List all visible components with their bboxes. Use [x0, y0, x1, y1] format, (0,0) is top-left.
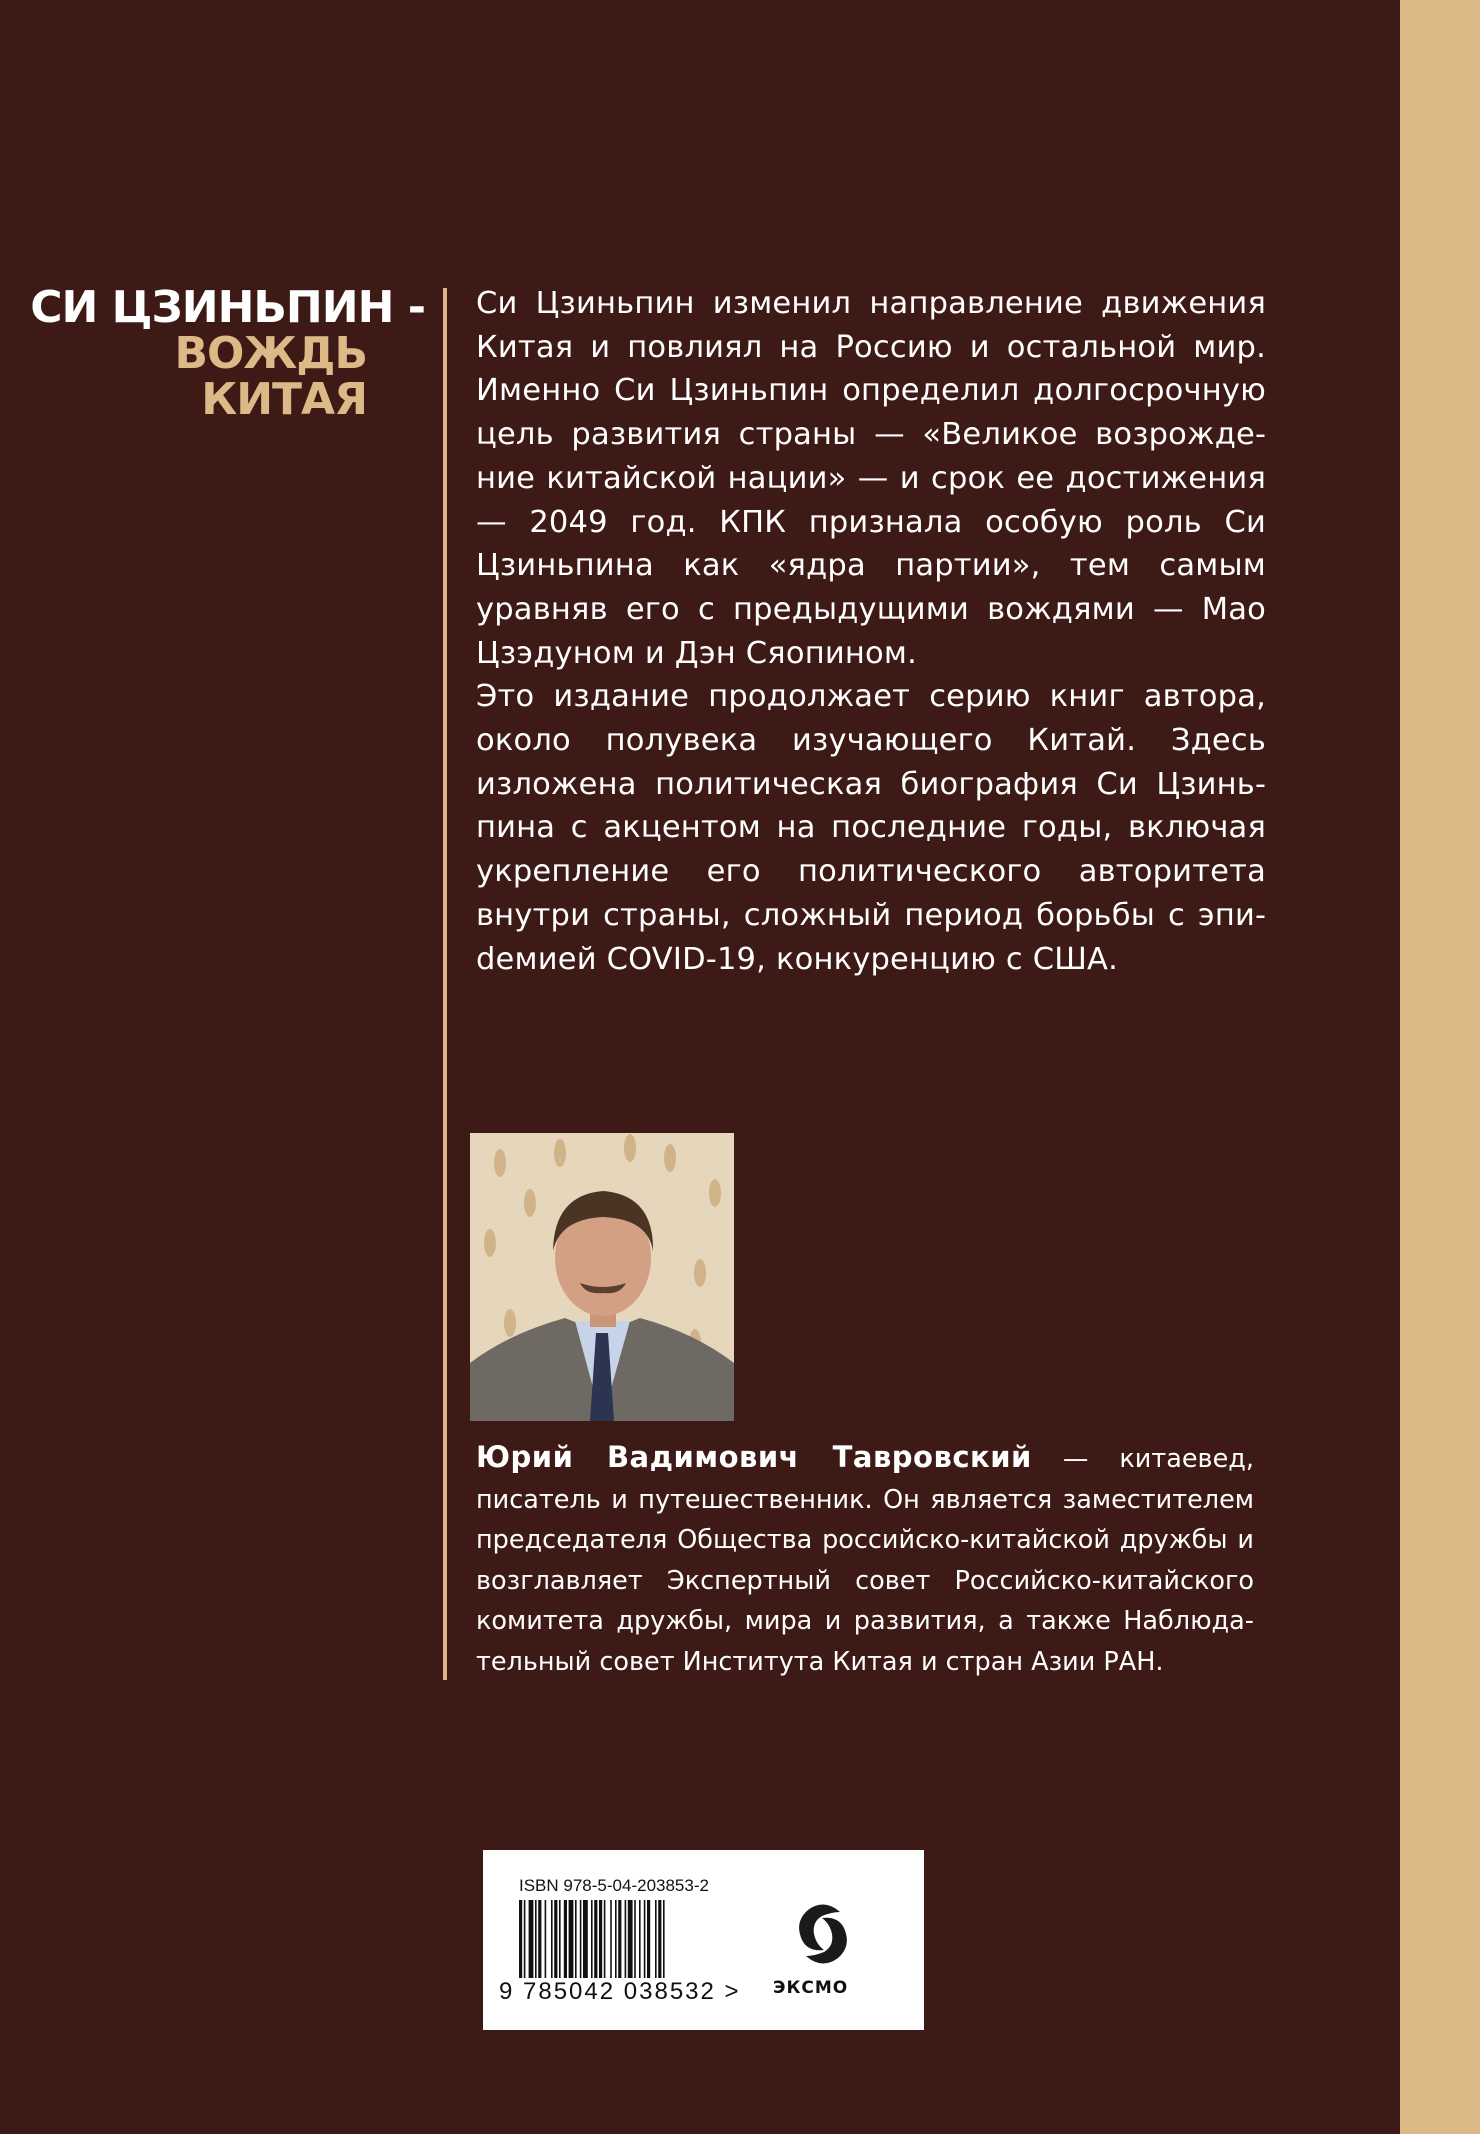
barcode-bar	[551, 1900, 553, 1978]
barcode-bar	[658, 1900, 661, 1978]
isbn-barcode-box	[483, 1850, 924, 2030]
barcode-bar	[615, 1900, 617, 1978]
book-blurb	[476, 282, 1266, 981]
eksmo-logo-icon	[788, 1894, 858, 1974]
barcode-bar	[594, 1900, 597, 1978]
barcode-bar	[591, 1900, 593, 1978]
barcode-bar	[583, 1900, 588, 1978]
title-line-1: СИ ЦЗИНЬПИН -	[30, 282, 425, 333]
barcode-digits: 9 785042 038532 >	[499, 1978, 741, 2005]
barcode-bar	[545, 1900, 547, 1978]
barcode-bar	[647, 1900, 650, 1978]
barcode-bar	[554, 1900, 557, 1978]
author-description: — китаевед, писатель и путешественник. Он является заместителем председателя Общества российско-китайской дружбы и возглавляет Экспертный совет Российско-китайского комитета дружбы, мира и развития, а также Наблюдательный совет Института Китая и стран Азии РАН.	[476, 1444, 1254, 1677]
barcode-bar	[634, 1900, 636, 1978]
barcode-bar	[535, 1900, 537, 1978]
barcode-bar	[628, 1900, 633, 1978]
barcode-bar	[644, 1900, 646, 1978]
barcode-bar	[618, 1900, 621, 1978]
barcode-bar	[559, 1900, 561, 1978]
isbn-number: ISBN 978-5-04-203853-2	[519, 1876, 709, 1895]
barcode-bar	[599, 1900, 602, 1978]
barcode-bar	[569, 1900, 574, 1978]
barcode-bar	[663, 1900, 665, 1978]
barcode-bar	[625, 1900, 627, 1978]
barcode-bar	[538, 1900, 541, 1978]
author-name: Юрий Вадимович Тавровский	[476, 1440, 1032, 1474]
blurb-paragraph-2: Это издание продолжает серию книг автора, около полувека изучающего Китай. Здесь изложена политическая биография Си Цзиньпина с акцентом на последние годы, включая укрепление его политического авторитета внутри страны, сложный период борьбы с эпиdемией COVID-19, конкуренцию с США.	[476, 679, 1266, 977]
spine-strip	[1400, 0, 1480, 2134]
author-bio	[476, 1437, 1254, 1682]
barcode-bar	[519, 1900, 522, 1978]
barcode-bar	[529, 1900, 534, 1978]
vertical-divider	[443, 288, 447, 1680]
barcode-bar	[524, 1900, 526, 1978]
publisher-name: ЭКСМО	[773, 1978, 849, 1998]
blurb-paragraph-1: Си Цзиньпин изменил направление движения Китая и повлиял на Россию и остальной мир. Именно Си Цзиньпин определил долгосрочную цель развития страны — «Великое возрождение китайской нации» — и срок ее достижения — 2049 год. КПК признала особую роль Си Цзиньпина как «ядра партии», тем самым уравняв его с предыдущими вождями — Мао Цзэдуном и Дэн Сяопином.	[476, 286, 1266, 671]
barcode-bar	[655, 1900, 657, 1978]
title-line-2: ВОЖДЬ	[174, 328, 367, 379]
barcode-bar	[564, 1900, 567, 1978]
author-photo	[470, 1133, 734, 1421]
barcode-bar	[575, 1900, 577, 1978]
barcode-bar	[639, 1900, 641, 1978]
barcode-bar	[610, 1900, 612, 1978]
barcode	[519, 1900, 745, 1978]
barcode-bar	[580, 1900, 582, 1978]
title-line-3: КИТАЯ	[201, 374, 367, 425]
barcode-bar	[604, 1900, 606, 1978]
book-title	[30, 282, 425, 425]
